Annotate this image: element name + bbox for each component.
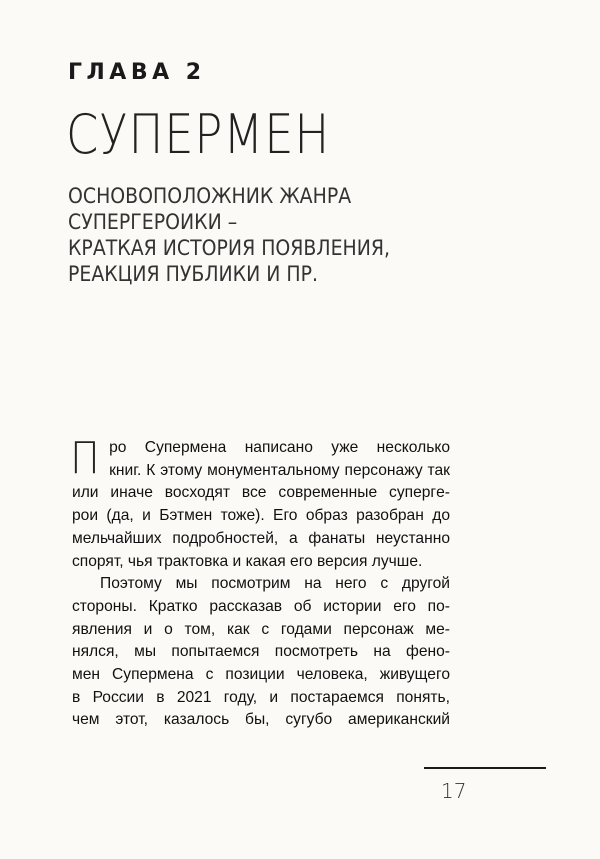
subtitle-line: КРАТКАЯ ИСТОРИЯ ПОЯВЛЕНИЯ, xyxy=(68,236,391,260)
footer-rule xyxy=(424,767,546,769)
text-line: спорят, чья трактовка и какая его версия лучше. xyxy=(72,552,423,570)
subtitle-line: СУПЕРГЕРОИКИ – xyxy=(68,210,238,234)
text-line: или иначе восходят все современные супергe- xyxy=(72,484,450,502)
paragraph-1 xyxy=(70,433,450,573)
text-line: мельчайших подробностей, а фанаты неустанно xyxy=(72,529,450,547)
paragraph-2 xyxy=(72,573,450,732)
chapter-label: ГЛАВА 2 xyxy=(68,60,206,85)
text-line: в России в 2021 году, и постараемся понять, xyxy=(72,688,450,706)
text-line: Поэтому мы посмотрим на него с другой xyxy=(100,575,450,593)
text-line: рои (да, и Бэтмен тоже). Его образ разобран до xyxy=(72,507,450,525)
page-number: 17 xyxy=(441,779,467,803)
chapter-title: СУПЕРМЕН xyxy=(66,103,331,166)
text-line: явления и о том, как с годами персонаж ме- xyxy=(72,620,450,638)
text-line: стороны. Кратко рассказав об истории его по- xyxy=(72,597,450,615)
drop-cap: П xyxy=(70,433,100,484)
chapter-subtitle xyxy=(68,183,390,287)
body-text xyxy=(70,433,450,732)
text-line: ро Супермена написано уже несколько xyxy=(109,439,450,456)
text-line: чем этот, казалось бы, сугубо американский xyxy=(72,711,450,729)
text-line: нялся, мы попытаемся посмотреть на фено- xyxy=(72,643,450,661)
text-line: мен Супермена с позиции человека, живущего xyxy=(72,666,450,684)
subtitle-line: ОСНОВОПОЛОЖНИК ЖАНРА xyxy=(68,184,352,208)
subtitle-line: РЕАКЦИЯ ПУБЛИКИ И ПР. xyxy=(68,262,319,286)
text-line: книг. К этому монументальному персонажу так xyxy=(109,461,450,479)
